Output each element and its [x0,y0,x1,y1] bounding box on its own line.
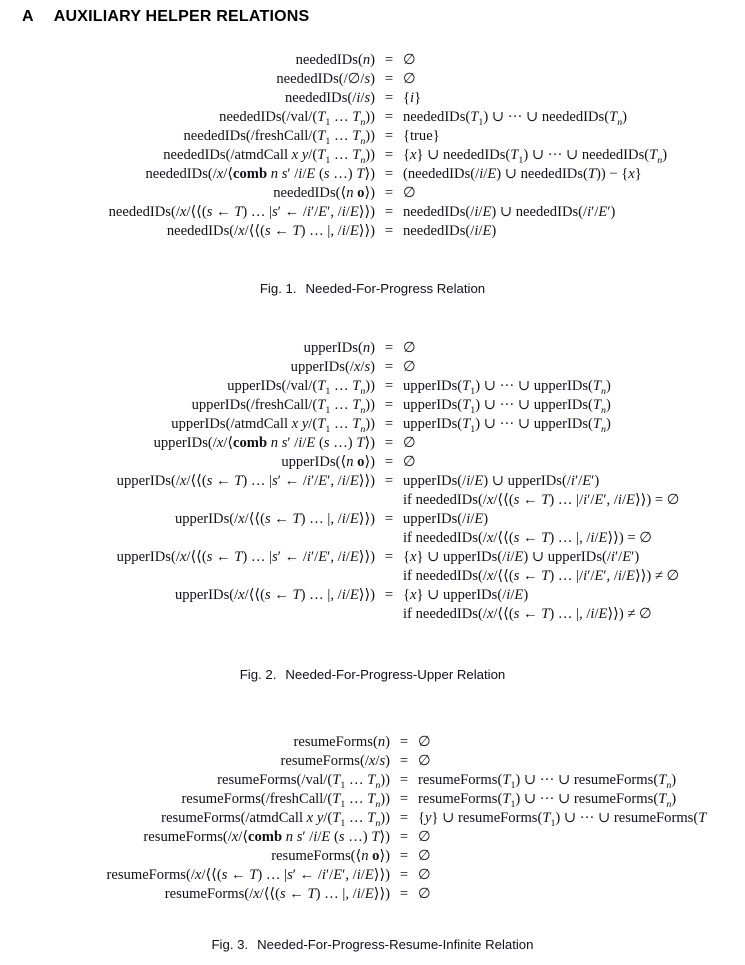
equation-condition: if neededIDs(/x/⟨⟨(s ← T) … |, /i/E⟩⟩) = ∅ [403,530,652,546]
equation-rhs: ∅ [418,886,431,902]
equation-lhs: upperIDs(/x/⟨comb n s′ /i/E (s …) T⟩) [153,435,375,451]
equation-rhs: neededIDs(/i/E) ∪ neededIDs(/i′/E′) [403,204,616,220]
equation-row [0,203,745,222]
equals-sign: = [384,435,394,451]
figure-3-equations [0,733,745,904]
figure-2-caption [0,667,745,682]
equals-sign: = [399,848,409,864]
equals-sign: = [384,204,394,220]
equation-rhs: upperIDs(/i/E) [403,511,489,527]
equation-row [0,89,745,108]
equation-lhs: $neededIDs(/val/(T_1$ … $T_n$)) [219,109,375,128]
equation-lhs: upperIDs(n) [303,340,375,356]
equation-rhs: ∅ [418,734,431,750]
equation-rhs: ∅ [403,340,416,356]
equals-sign: = [384,416,394,432]
equation-row [0,866,745,885]
equation-rhs: (neededIDs(/i/E) ∪ neededIDs(T)) − {x} [403,166,642,182]
equation-row [0,828,745,847]
equals-sign: = [399,734,409,750]
equation-condition-row [0,567,745,586]
equation-rhs: $upperIDs(T_1)$ ∪ ··· ∪ $upperIDs(T_n)$ [403,416,611,435]
equation-lhs: resumeForms(/x/⟨⟨(s ← T) … |s′ ← /i′/E′, /i/E⟩⟩) [106,867,390,883]
equation-lhs: resumeForms(⟨n o⟩) [271,848,390,864]
equation-rhs: ∅ [403,454,416,470]
figure-caption-label: Fig. 3. [211,937,249,952]
section-heading [22,8,309,26]
equation-condition-row [0,605,745,624]
equation-rhs: ∅ [403,52,416,68]
equals-sign: = [384,587,394,603]
equals-sign: = [384,223,394,239]
equation-row [0,809,745,828]
equation-lhs: neededIDs(⟨n o⟩) [273,185,375,201]
equation-row [0,586,745,605]
equation-row [0,396,745,415]
equation-row [0,108,745,127]
equation-rhs: $resumeForms(T_1)$ ∪ ··· ∪ $resumeForms(T_n)$ [418,791,677,810]
equals-sign: = [384,378,394,394]
equals-sign: = [384,71,394,87]
equation-rhs: ∅ [418,829,431,845]
equals-sign: = [399,867,409,883]
equation-rhs: {x} ∪ upperIDs(/i/E) ∪ upperIDs(/i′/E′) [403,549,640,565]
equation-row [0,885,745,904]
equation-row [0,51,745,70]
equals-sign: = [384,128,394,144]
equation-condition-row [0,529,745,548]
equals-sign: = [399,772,409,788]
equals-sign: = [384,397,394,413]
equation-row [0,127,745,146]
equation-condition-row [0,491,745,510]
equation-rhs: {y} ∪ $resumeForms(T_1)$ ∪ ··· ∪ resumeForms(T [418,810,707,829]
equation-rhs: ∅ [418,867,431,883]
equation-lhs: $neededIDs(/freshCall/(T_1$ … $T_n$)) [183,128,375,147]
equation-rhs: ∅ [403,359,416,375]
equation-lhs: resumeForms(/atmdCall x $y/(T_1$ … $T_n$)) [161,810,390,829]
equals-sign: = [384,90,394,106]
equation-row [0,222,745,241]
equals-sign: = [384,473,394,489]
equation-rhs: ∅ [403,185,416,201]
equals-sign: = [399,810,409,826]
equation-row [0,339,745,358]
equation-row [0,847,745,866]
equation-row [0,790,745,809]
equation-row [0,358,745,377]
equals-sign: = [384,511,394,527]
equals-sign: = [384,109,394,125]
figure-caption-label: Fig. 2. [239,667,277,682]
equation-rhs: {i} [403,90,422,106]
equation-row [0,510,745,529]
equals-sign: = [399,791,409,807]
equation-lhs: neededIDs(/x/⟨comb n s′ /i/E (s …) T⟩) [145,166,375,182]
equation-row [0,165,745,184]
figure-caption-text: Needed-For-Progress Relation [305,281,486,296]
equation-lhs: upperIDs(/x/⟨⟨(s ← T) … |, /i/E⟩⟩) [174,587,375,603]
equation-row [0,548,745,567]
figure-3-caption [0,937,745,952]
equation-lhs: resumeForms(n) [293,734,390,750]
equation-row [0,733,745,752]
figure-1-caption [0,281,745,296]
figure-caption-text: Needed-For-Progress-Upper Relation [285,667,506,682]
equation-rhs: $neededIDs(T_1)$ ∪ ··· ∪ $neededIDs(T_n)$ [403,109,628,128]
equation-condition: if neededIDs(/x/⟨⟨(s ← T) … |/i′/E′, /i/E⟩⟩) = ∅ [403,492,680,508]
equation-rhs: ∅ [403,435,416,451]
equation-lhs: upperIDs(/x/⟨⟨(s ← T) … |s′ ← /i′/E′, /i/E⟩⟩) [116,549,375,565]
equation-lhs: upperIDs(⟨n o⟩) [281,454,375,470]
equation-row [0,434,745,453]
figure-caption-label: Fig. 1. [259,281,297,296]
equation-row [0,184,745,203]
equals-sign: = [399,753,409,769]
equation-lhs: resumeForms(/x/s) [280,753,390,769]
equation-rhs: {true} [403,128,440,144]
equation-lhs: neededIDs(/∅/s) [276,71,375,87]
equals-sign: = [384,359,394,375]
equation-lhs: neededIDs(/x/⟨⟨(s ← T) … |, /i/E⟩⟩) [166,223,375,239]
equation-lhs: upperIDs(/x/s) [290,359,375,375]
equation-row [0,771,745,790]
section-title: AUXILIARY HELPER RELATIONS [53,8,310,25]
equation-row [0,146,745,165]
equation-rhs: {x} ∪ upperIDs(/i/E) [403,587,529,603]
equals-sign: = [384,340,394,356]
section-number: A [22,8,34,25]
figure-2-equations [0,339,745,624]
equation-lhs: upperIDs(/x/⟨⟨(s ← T) … |, /i/E⟩⟩) [174,511,375,527]
equation-row [0,453,745,472]
equation-lhs: $resumeForms(/freshCall/(T_1$ … $T_n$)) [181,791,390,810]
equation-row [0,752,745,771]
equation-row [0,377,745,396]
equation-lhs: resumeForms(/x/⟨comb n s′ /i/E (s …) T⟩) [143,829,390,845]
equation-lhs: neededIDs(/x/⟨⟨(s ← T) … |s′ ← /i′/E′, /i/E⟩⟩) [108,204,375,220]
figure-caption-text: Needed-For-Progress-Resume-Infinite Relation [257,937,534,952]
equation-rhs: ∅ [418,753,431,769]
equation-rhs: $resumeForms(T_1)$ ∪ ··· ∪ $resumeForms(T_n)$ [418,772,677,791]
equation-rhs: upperIDs(/i/E) ∪ upperIDs(/i′/E′) [403,473,600,489]
figure-1-equations [0,51,745,241]
equation-lhs: $resumeForms(/val/(T_1$ … $T_n$)) [217,772,390,791]
equation-rhs: ∅ [418,848,431,864]
equals-sign: = [384,166,394,182]
equals-sign: = [399,886,409,902]
equals-sign: = [384,147,394,163]
equation-rhs: neededIDs(/i/E) [403,223,497,239]
equation-lhs: neededIDs(n) [295,52,375,68]
equation-rhs: $upperIDs(T_1)$ ∪ ··· ∪ $upperIDs(T_n)$ [403,378,611,397]
equation-rhs: $upperIDs(T_1)$ ∪ ··· ∪ $upperIDs(T_n)$ [403,397,611,416]
equals-sign: = [384,52,394,68]
equation-lhs: resumeForms(/x/⟨⟨(s ← T) … |, /i/E⟩⟩) [164,886,390,902]
equation-condition: if neededIDs(/x/⟨⟨(s ← T) … |, /i/E⟩⟩) ≠ ∅ [403,606,652,622]
equals-sign: = [384,454,394,470]
equation-rhs: ∅ [403,71,416,87]
equation-rhs: {x} ∪ $neededIDs(T_1)$ ∪ ··· ∪ $neededIDs(T_n)$ [403,147,668,166]
equation-lhs: upperIDs(/atmdCall x $y/(T_1$ … $T_n$)) [171,416,375,435]
equation-lhs: $upperIDs(/val/(T_1$ … $T_n$)) [227,378,375,397]
equation-row [0,415,745,434]
equals-sign: = [399,829,409,845]
equals-sign: = [384,549,394,565]
equation-row [0,70,745,89]
equals-sign: = [384,185,394,201]
equation-lhs: $upperIDs(/freshCall/(T_1$ … $T_n$)) [191,397,375,416]
equation-condition: if neededIDs(/x/⟨⟨(s ← T) … |/i′/E′, /i/E⟩⟩) ≠ ∅ [403,568,680,584]
equation-lhs: neededIDs(/i/s) [284,90,375,106]
equation-row [0,472,745,491]
equation-lhs: upperIDs(/x/⟨⟨(s ← T) … |s′ ← /i′/E′, /i/E⟩⟩) [116,473,375,489]
equation-lhs: neededIDs(/atmdCall x $y/(T_1$ … $T_n$)) [163,147,375,166]
